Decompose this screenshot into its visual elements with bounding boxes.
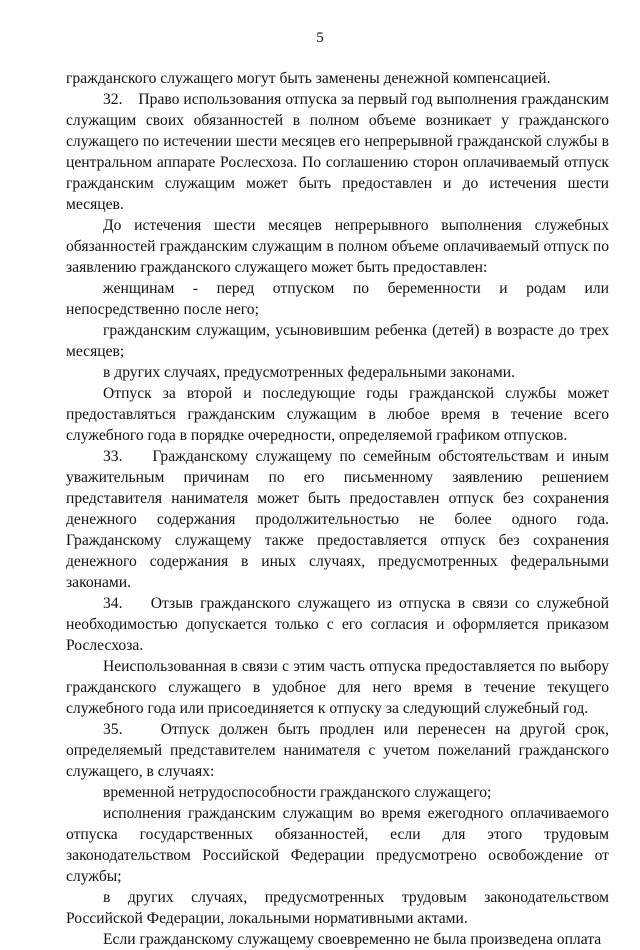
paragraph-clause-34: 34. Отзыв гражданского служащего из отпуска в связи со служебной необходимостью допускается только с его согласия и оформляется приказом Рослесхоза. (66, 595, 609, 654)
paragraph-early-leave: До истечения шести месяцев непрерывного выполнения служебных обязанностей гражданским служащим в полном объеме оплачиваемый отпуск по заявлению гражданского служащего может быть предоставлен: (66, 217, 609, 276)
page-number: 5 (316, 30, 324, 46)
document-body (66, 68, 609, 950)
paragraph-payment: Если гражданскому служащему своевременно не была произведена оплата (103, 931, 602, 948)
paragraph-clause-35: 35. Отпуск должен быть продлен или перенесен на другой срок, определяемый представителем нанимателя с учетом пожеланий гражданского служащего, в случаях: (66, 721, 609, 780)
paragraph-second-year: Отпуск за второй и последующие годы гражданской службы может предоставляться гражданским служащим в любое время в течение всего служебного года в порядке очередности, определяемой графиком отпусков. (66, 385, 609, 444)
paragraph-clause-32: 32. Право использования отпуска за первый год выполнения гражданским служащим своих обязанностей в полном объеме возникает у гражданского служащего по истечении шести месяцев его непрерывной гражданской службы в центральном аппарате Рослесхоза. По соглашению сторон оплачиваемый отпуск гражданским служащим может быть предоставлен и до истечения шести месяцев. (66, 91, 609, 213)
list-item-adoption: гражданским служащим, усыновившим ребенка (детей) в возрасте до трех месяцев; (66, 322, 609, 360)
list-item-other-labor-cases: в других случаях, предусмотренных трудовым законодательством Российской Федерации, локальными нормативными актами. (66, 889, 609, 927)
list-item-women: женщинам - перед отпуском по беременности и родам или непосредственно после него; (66, 280, 609, 318)
paragraph-continuation: гражданского служащего могут быть заменены денежной компенсацией. (66, 70, 551, 87)
list-item-state-duties: исполнения гражданским служащим во время ежегодного оплачиваемого отпуска государственных обязанностей, если для этого трудовым законодательством Российской Федерации предусмотрено освобождение от службы; (66, 805, 609, 885)
paragraph-clause-33: 33. Гражданскому служащему по семейным обстоятельствам и иным уважительным причинам по его письменному заявлению решением представителя нанимателя может быть предоставлен отпуск без сохранения денежного содержания продолжительностью не более одного года. Гражданскому служащему также предоставляется отпуск без сохранения денежного содержания в иных случаях, предусмотренных федеральными законами. (66, 448, 609, 591)
paragraph-unused-leave: Неиспользованная в связи с этим часть отпуска предоставляется по выбору гражданского служащего в удобное для него время в течение текущего служебного года или присоединяется к отпуску за следующий служебный год. (66, 658, 609, 717)
list-item-other-cases: в других случаях, предусмотренных федеральными законами. (103, 364, 516, 381)
list-item-disability: временной нетрудоспособности гражданского служащего; (103, 784, 492, 801)
